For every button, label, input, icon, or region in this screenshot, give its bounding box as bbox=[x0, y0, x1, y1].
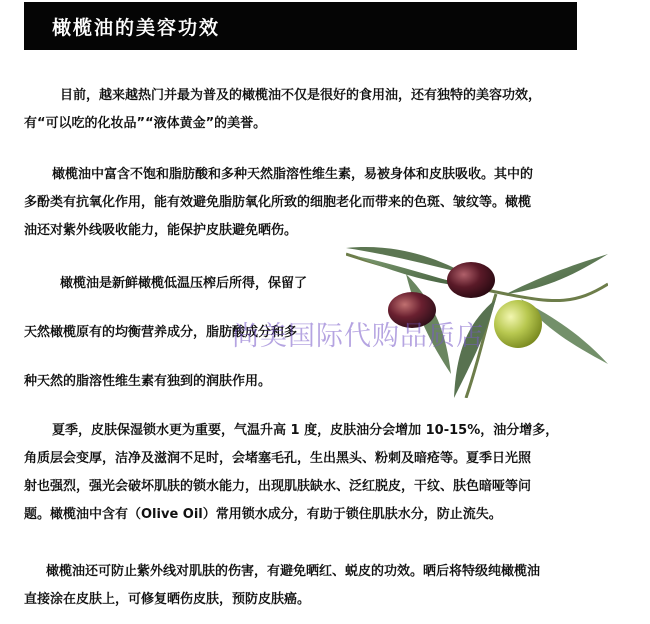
title-banner bbox=[24, 2, 577, 50]
text-line: 射也强烈，强光会破坏肌肤的锁水能力，出现肌肤缺水、泛红脱皮，干纹、肤色暗哑等问 bbox=[24, 479, 532, 494]
text-line: 多酚类有抗氧化作用，能有效避免脂肪氧化所致的细胞老化而带来的色斑、皱纹等。橄榄 bbox=[24, 195, 532, 210]
text-line: 角质层会变厚，洁净及滋润不足时，会堵塞毛孔，生出黑头、粉刺及暗疮等。夏季日光照 bbox=[24, 451, 532, 466]
text-line: 橄榄油是新鲜橄榄低温压榨后所得，保留了 bbox=[60, 276, 308, 291]
paragraph-intro bbox=[24, 82, 542, 138]
paragraph-ingredients bbox=[24, 161, 534, 245]
text-line: 种天然的脂溶性维生素有独到的润肤作用。 bbox=[24, 374, 272, 389]
text-line: 橄榄油中富含不饱和脂肪酸和多种天然脂溶性维生素，易被身体和皮肤吸收。其中的 bbox=[52, 167, 534, 182]
watermark-store-name: 尚美国际代购品质店 bbox=[232, 321, 484, 352]
paragraph-uv-protection bbox=[24, 558, 541, 614]
page-title: 橄榄油的美容功效 bbox=[52, 17, 221, 39]
text-line: 天然橄榄原有的均衡营养成分，脂肪酸成分和多 bbox=[24, 325, 298, 340]
text-line: 橄榄油还可防止紫外线对肌肤的伤害，有避免晒红、蜕皮的功效。晒后将特级纯橄榄油 bbox=[46, 564, 541, 579]
text-line: 有“可以吃的化妆品”“液体黄金”的美誉。 bbox=[24, 116, 267, 131]
paragraph-nutrients bbox=[60, 270, 307, 298]
text-line: 油还对紫外线吸收能力，能保护皮肤避免晒伤。 bbox=[24, 223, 298, 238]
text-line: 夏季，皮肤保湿锁水更为重要，气温升高 1 度，皮肤油分会增加 10-15%，油分增多， bbox=[52, 423, 559, 438]
text-line: 直接涂在皮肤上，可修复晒伤皮肤，预防皮肤癌。 bbox=[24, 592, 311, 607]
text-line: 目前，越来越热门并最为普及的橄榄油不仅是很好的食用油，还有独特的美容功效， bbox=[60, 88, 542, 103]
text-line: 题。橄榄油中含有（Olive Oil）常用锁水成分，有助于锁住肌肤水分，防止流失。 bbox=[24, 507, 502, 522]
paragraph-summer-care bbox=[24, 417, 559, 529]
paragraph-nutrients-end bbox=[24, 368, 271, 396]
